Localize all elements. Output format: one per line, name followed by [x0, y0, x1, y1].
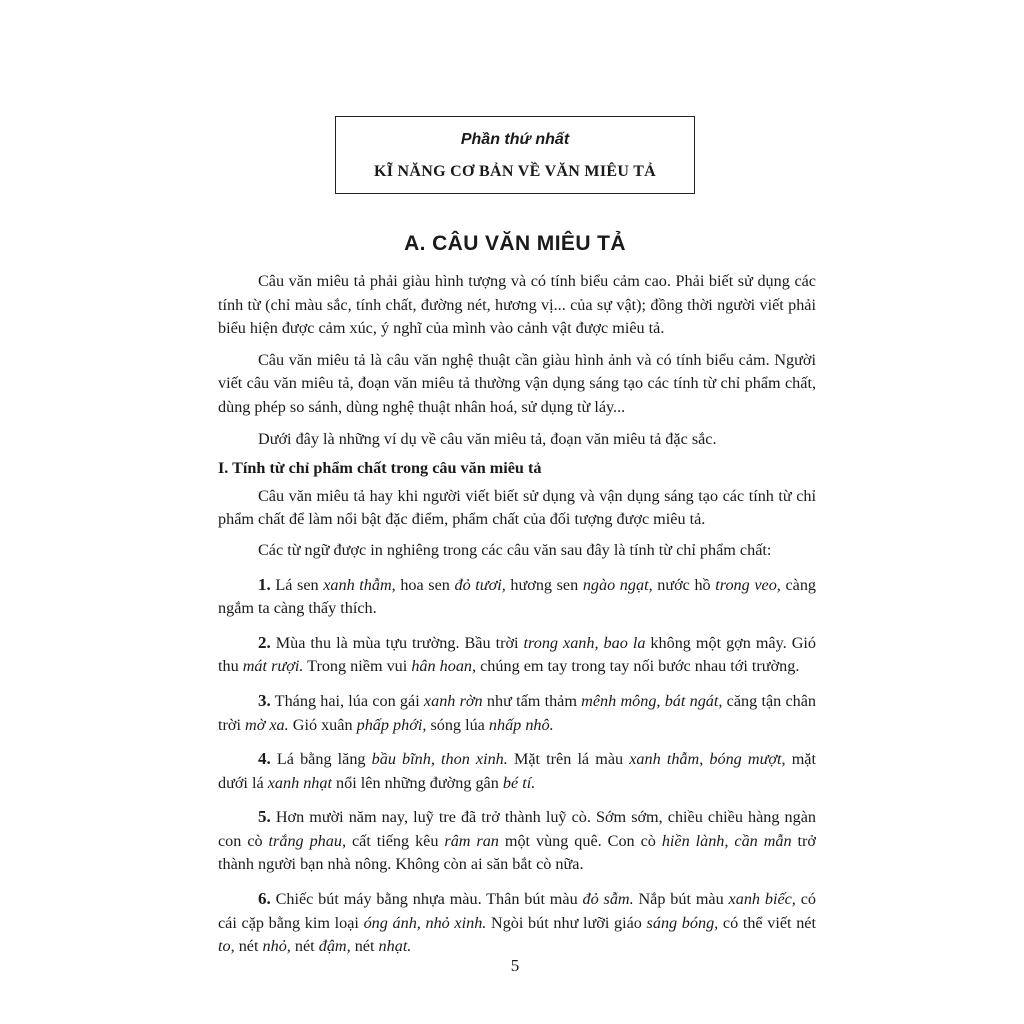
example-item: [218, 573, 816, 621]
body-text: [218, 270, 816, 959]
example-text: càng ngắm ta càng thấy thích.: [218, 575, 817, 618]
example-text: Lá bằng lăng: [270, 750, 372, 769]
example-text: trở thành người bạn nhà nông. Không còn ai săn bắt cò nữa.: [218, 831, 816, 874]
example-item: [218, 631, 816, 679]
example-text: cất tiếng kêu: [346, 831, 445, 850]
example-text: Tháng hai, lúa con gái: [270, 691, 424, 710]
example-text: nổi lên những đường gân: [332, 773, 503, 792]
example-text: một vùng quê. Con cò: [498, 831, 662, 850]
highlighted-adjective: phấp phới,: [356, 715, 427, 734]
highlighted-adjective: xanh thẫm, bóng mượt,: [629, 750, 786, 769]
example-text: không một gợn mây. Gió thu: [218, 633, 816, 676]
highlighted-adjective: trắng phau,: [268, 831, 346, 850]
example-number: 1.: [258, 574, 271, 594]
example-text: Nắp bút màu: [633, 890, 729, 909]
highlighted-adjective: mênh mông, bát ngát,: [581, 691, 723, 710]
highlighted-adjective: xanh biếc,: [728, 890, 796, 909]
highlighted-adjective: bé tí.: [502, 773, 536, 792]
example-number: 6.: [258, 889, 271, 909]
example-text: nước hồ: [652, 575, 716, 594]
highlighted-adjective: óng ánh, nhỏ xinh.: [363, 913, 487, 932]
part-title: KĨ NĂNG CƠ BẢN VỀ VĂN MIÊU TẢ: [373, 163, 657, 180]
page-number: 5: [510, 956, 520, 975]
highlighted-adjective: sáng bóng,: [646, 913, 719, 932]
example-text: mặt dưới lá: [218, 750, 816, 792]
example-text: Chiếc bút máy bằng nhựa màu. Thân bút màu: [270, 890, 583, 909]
example-text: như tấm thảm: [482, 691, 582, 710]
intro-paragraph: Câu văn miêu tả là câu văn nghệ thuật cần giàu hình ảnh và có tính biểu cảm. Người viết câu văn miêu tả, đoạn văn miêu tả thường vận dụng sáng tạo các tính từ chỉ phẩm chất, dùng phép so sánh, dùng nghệ thuật nhân hoá, sử dụng từ láy...: [218, 350, 816, 416]
example-text: căng tận chân trời: [218, 691, 817, 734]
highlighted-adjective: đỏ tươi,: [454, 575, 506, 594]
subsection-paragraph: Các từ ngữ được in nghiêng trong các câu văn sau đây là tính từ chỉ phẩm chất:: [258, 540, 772, 559]
example-item: [218, 887, 816, 959]
example-item: [218, 747, 816, 795]
example-text: Ngòi bút như lưỡi giáo: [486, 913, 647, 932]
example-text: có cái cặp bằng kim loại: [218, 890, 816, 932]
highlighted-adjective: hân hoan,: [411, 657, 477, 676]
example-text: Lá sen: [270, 575, 324, 594]
section-title: A. CÂU VĂN MIÊU TẢ: [404, 232, 626, 255]
examples-list: [218, 573, 816, 959]
part-heading-box: [335, 116, 695, 194]
example-item: [218, 805, 816, 877]
example-text: Hơn mười năm nay, luỹ tre đã trở thành luỹ cò. Sớm sớm, chiều chiều hàng ngàn con cò: [218, 808, 816, 850]
highlighted-adjective: nhạt.: [378, 937, 412, 956]
intro-paragraph: Dưới đây là những ví dụ về câu văn miêu tả, đoạn văn miêu tả đặc sắc.: [258, 429, 717, 448]
highlighted-adjective: mờ xa.: [245, 715, 289, 734]
example-text: hoa sen: [395, 575, 455, 594]
highlighted-adjective: nhỏ,: [262, 937, 291, 956]
highlighted-adjective: đỏ sẫm.: [582, 890, 634, 909]
example-text: sóng lúa: [426, 715, 489, 734]
highlighted-adjective: xanh rờn: [423, 691, 483, 710]
highlighted-adjective: hiền lành, cần mẫn: [661, 831, 792, 850]
highlighted-adjective: to,: [218, 937, 235, 956]
example-text: Gió xuân: [288, 715, 357, 734]
example-number: 2.: [258, 632, 271, 652]
example-item: [218, 689, 816, 737]
example-number: 4.: [258, 749, 271, 769]
subsection-paragraph: Câu văn miêu tả hay khi người viết biết sử dụng và vận dụng sáng tạo các tính từ chỉ phẩm chất để làm nổi bật đặc điểm, phẩm chất của đối tượng được miêu tả.: [218, 486, 816, 529]
highlighted-adjective: đậm,: [318, 937, 351, 956]
highlighted-adjective: ngào ngạt,: [582, 575, 653, 594]
highlighted-adjective: xanh nhạt: [267, 773, 332, 792]
highlighted-adjective: mát rượi.: [242, 657, 304, 676]
highlighted-adjective: nhấp nhô.: [488, 715, 554, 734]
highlighted-adjective: trong veo,: [715, 575, 781, 594]
example-text: Trong niềm vui: [303, 657, 412, 676]
highlighted-adjective: râm ran: [444, 831, 499, 850]
example-text: có thể viết nét: [718, 913, 816, 932]
subsection-heading: I. Tính từ chỉ phẩm chất trong câu văn miêu tả: [218, 459, 542, 478]
example-number: 5.: [258, 807, 271, 827]
example-text: chúng em tay trong tay nối bước nhau tới trường.: [476, 657, 800, 676]
example-text: hương sen: [505, 575, 583, 594]
example-text: Mặt trên lá màu: [507, 750, 630, 769]
highlighted-adjective: trong xanh, bao la: [523, 633, 646, 652]
example-text: Mùa thu là mùa tựu trường. Bầu trời: [270, 633, 524, 652]
example-number: 3.: [258, 690, 271, 710]
example-text: nét: [350, 937, 379, 956]
highlighted-adjective: xanh thẫm,: [323, 575, 396, 594]
example-text: nét: [234, 937, 263, 956]
intro-paragraph: Câu văn miêu tả phải giàu hình tượng và có tính biểu cảm cao. Phải biết sử dụng các tính từ (chỉ màu sắc, tính chất, đường nét, hương vị... của sự vật); đồng thời người viết phải biểu hiện được cảm xúc, ý nghĩ của mình vào cảnh vật được miêu tả.: [218, 272, 816, 338]
highlighted-adjective: bầu bĩnh, thon xinh.: [371, 750, 508, 769]
part-label: Phần thứ nhất: [460, 131, 570, 148]
example-text: nét: [290, 937, 319, 956]
